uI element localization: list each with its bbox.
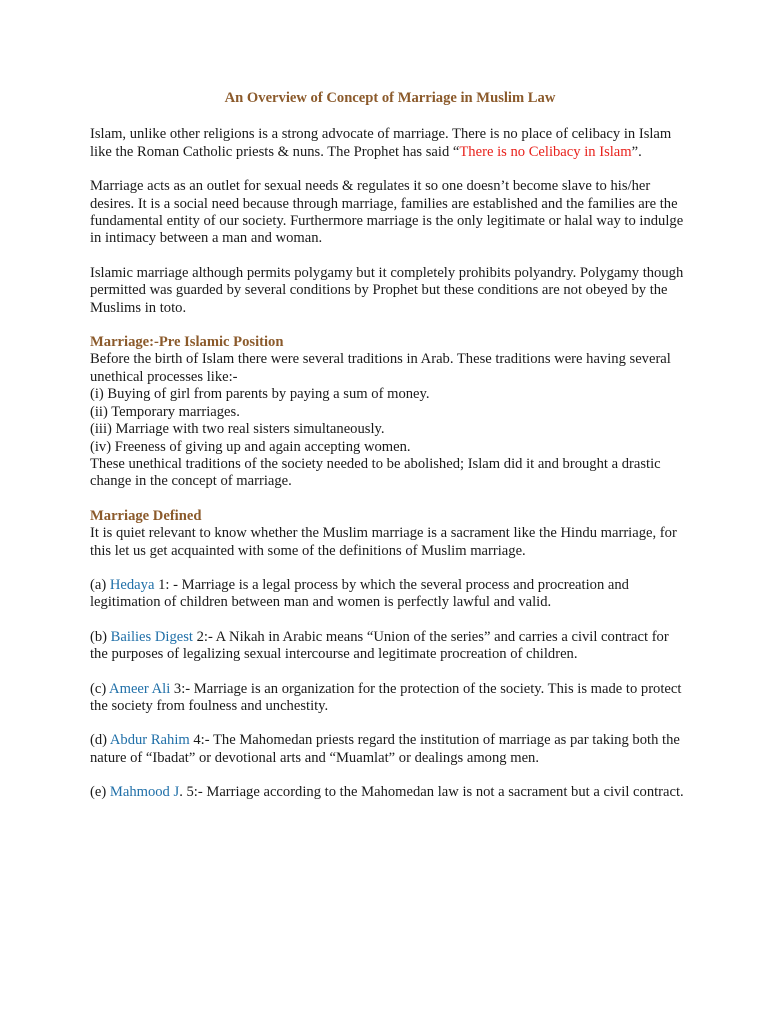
celibacy-quote: There is no Celibacy in Islam [459,143,632,160]
list-item: (ii) Temporary marriages. [90,403,240,420]
defined-section [90,508,690,560]
source-link-ameer-ali[interactable]: Ameer Ali [109,680,171,697]
definition-bailies-digest [90,629,690,664]
definition-text: 4:- The Mahomedan priests regard the institution of marriage as par taking both the nature of “Ibadat” or devotional arts and “Muamlat” or dealings among men. [90,732,680,766]
pre-islamic-heading: Marriage:-Pre Islamic Position [90,334,284,351]
defined-heading: Marriage Defined [90,507,202,524]
source-link-bailies-digest[interactable]: Bailies Digest [110,628,193,645]
definition-prefix: (d) [90,732,110,749]
needs-paragraph: Marriage acts as an outlet for sexual needs & regulates it so one doesn’t become slave to his/her desires. It is a social need because through marriage, families are established and the families are the fundamental entity of our society. Furthermore marriage is the only legitimate or halal way to indulge in intimacy between a man and woman. [90,178,684,247]
definition-abdur-rahim [90,732,690,767]
pre-islamic-lead: Before the birth of Islam there were several traditions in Arab. These traditions were having several unethical processes like:- [90,351,671,385]
definition-prefix: (e) [90,784,110,801]
pre-islamic-closing: These unethical traditions of the society needed to be abolished; Islam did it and brought a drastic change in the concept of marriage. [90,455,661,490]
list-item: (i) Buying of girl from parents by paying a sum of money. [90,386,430,403]
definition-text: 3:- Marriage is an organization for the protection of the society. This is made to protect the society from foulness and unchestity. [90,680,682,714]
definition-mahmood-j [90,784,690,801]
definition-prefix: (c) [90,680,110,697]
document-page [90,90,690,819]
source-link-mahmood-j[interactable]: Mahmood J [109,784,180,801]
definition-ameer-ali [90,681,690,716]
definition-prefix: (a) [90,576,110,593]
intro-end: ”. [631,143,642,160]
document-title: An Overview of Concept of Marriage in Muslim Law [224,90,556,106]
list-item: (iii) Marriage with two real sisters simultaneously. [90,421,385,438]
pre-islamic-section [90,334,690,491]
intro-paragraph [90,126,690,161]
definition-text: 1: - Marriage is a legal process by which the several process and procreation and legitimation of children between man and women is perfectly lawful and valid. [90,576,629,611]
defined-lead: It is quiet relevant to know whether the Muslim marriage is a sacrament like the Hindu marriage, for this let us get acquainted with some of the definitions of Muslim marriage. [90,525,677,559]
source-link-abdur-rahim[interactable]: Abdur Rahim [109,732,190,749]
definition-hedaya [90,577,690,612]
definition-prefix: (b) [90,628,111,645]
source-link-hedaya[interactable]: Hedaya [109,576,155,593]
list-item: (iv) Freeness of giving up and again accepting women. [90,438,411,455]
intro-text: Islam, unlike other religions is a strong advocate of marriage. There is no place of celibacy in Islam like the Roman Catholic priests & nuns. The Prophet has said “ [90,126,672,160]
definition-text: . 5:- Marriage according to the Mahomedan law is not a sacrament but a civil contract. [179,784,684,801]
definition-text: 2:- A Nikah in Arabic means “Union of the series” and carries a civil contract for the purposes of legalizing sexual intercourse and legitimate procreation of children. [90,628,669,663]
polygamy-paragraph: Islamic marriage although permits polygamy but it completely prohibits polyandry. Polygamy though permitted was guarded by several conditions by Prophet but these conditions are not obeyed by the Muslims in toto. [90,264,684,316]
